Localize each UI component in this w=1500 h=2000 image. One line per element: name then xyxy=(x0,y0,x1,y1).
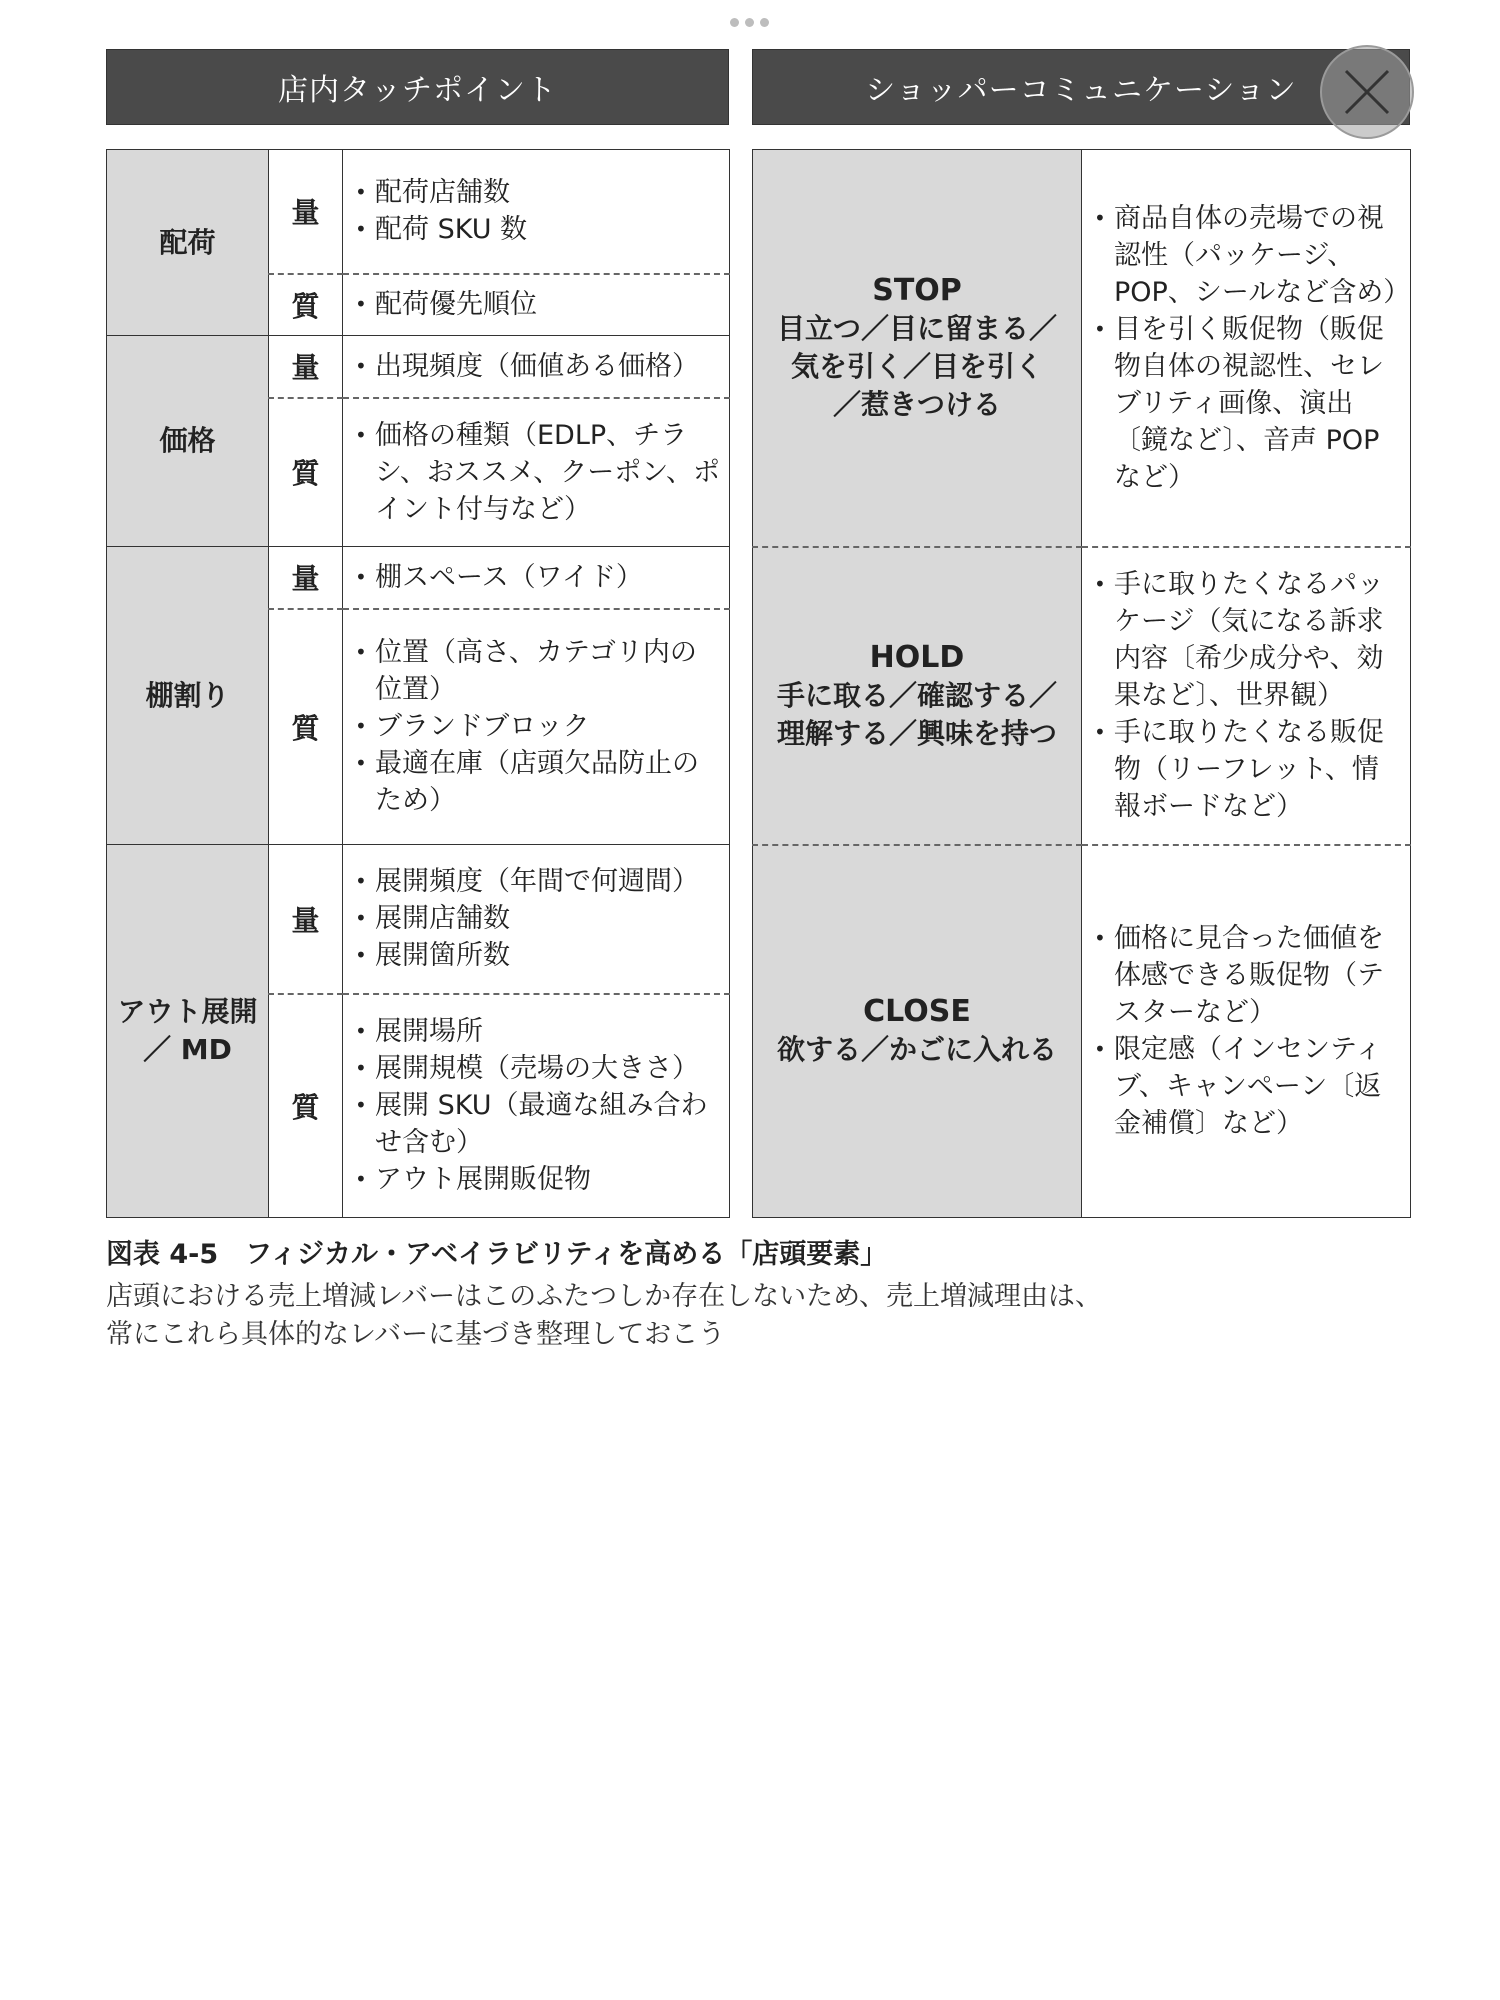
list-item: • アウト展開販促物 xyxy=(353,1161,721,1198)
list-item: • 目を引く販促物（販促物自体の視認性、セレブリティ画像、演出〔鏡など〕、音声 POP など） xyxy=(1092,311,1402,496)
list-item: • 位置（高さ、カテゴリ内の位置） xyxy=(353,634,721,708)
shopper-communication-table xyxy=(752,149,1411,1218)
list-item: • 配荷優先順位 xyxy=(353,286,721,323)
list-item: • 展開店舗数 xyxy=(353,900,721,937)
items-cell xyxy=(343,398,730,547)
list-item: • 展開頻度（年間で何週間） xyxy=(353,863,721,900)
items-cell xyxy=(343,609,730,845)
list-item: • 展開箇所数 xyxy=(353,937,721,974)
phase-name: HOLD xyxy=(869,639,965,675)
list-item: • 展開 SKU（最適な組み合わせ含む） xyxy=(353,1087,721,1161)
type-quantity: 量 xyxy=(269,845,343,994)
list-item: • ブランドブロック xyxy=(353,708,721,745)
right-header: ショッパーコミュニケーション xyxy=(752,49,1410,125)
category-price: 価格 xyxy=(107,336,269,547)
phase-name: STOP xyxy=(872,272,962,308)
phase-close xyxy=(753,845,1082,1218)
list-item: • 限定感（インセンティブ、キャンペーン〔返金補償〕など） xyxy=(1092,1031,1402,1142)
list-item: • 出現頻度（価値ある価格） xyxy=(353,348,721,385)
more-dots-icon[interactable] xyxy=(730,18,769,27)
touchpoint-table xyxy=(106,149,730,1218)
items-cell xyxy=(343,994,730,1218)
items-cell xyxy=(343,274,730,336)
items-cell xyxy=(1082,547,1411,845)
close-x-icon xyxy=(1322,47,1412,137)
phase-description: 欲する／かごに入れる xyxy=(776,1033,1057,1067)
left-header: 店内タッチポイント xyxy=(106,49,729,125)
type-quality: 質 xyxy=(269,994,343,1218)
type-quantity: 量 xyxy=(269,547,343,609)
list-item: • 配荷 SKU 数 xyxy=(353,211,721,248)
type-quality: 質 xyxy=(269,274,343,336)
list-item: • 配荷店舗数 xyxy=(353,174,721,211)
type-quantity: 量 xyxy=(269,336,343,398)
phase-stop xyxy=(753,150,1082,547)
items-cell xyxy=(343,336,730,398)
list-item: • 展開規模（売場の大きさ） xyxy=(353,1050,721,1087)
phase-name: CLOSE xyxy=(863,994,971,1030)
list-item: • 展開場所 xyxy=(353,1013,721,1050)
type-quality: 質 xyxy=(269,609,343,845)
category-display: アウト展開 ／ MD xyxy=(107,845,269,1218)
list-item: • 商品自体の売場での視認性（パッケージ、POP、シールなど含め） xyxy=(1092,200,1402,311)
category-distribution: 配荷 xyxy=(107,150,269,336)
list-item: • 手に取りたくなるパッケージ（気になる訴求内容〔希少成分や、効果など〕、世界観） xyxy=(1092,566,1402,714)
list-item: • 棚スペース（ワイド） xyxy=(353,559,721,596)
type-quality: 質 xyxy=(269,398,343,547)
list-item: • 手に取りたくなる販促物（リーフレット、情報ボードなど） xyxy=(1092,714,1402,825)
list-item: • 価格に見合った価値を体感できる販促物（テスターなど） xyxy=(1092,920,1402,1031)
items-cell xyxy=(343,547,730,609)
items-cell xyxy=(343,150,730,274)
list-item: • 価格の種類（EDLP、チラシ、おススメ、クーポン、ポイント付与など） xyxy=(353,417,721,528)
close-button[interactable] xyxy=(1320,45,1414,139)
phase-description: 手に取る／確認する／ 理解する／興味を持つ xyxy=(776,678,1057,750)
items-cell xyxy=(343,845,730,994)
items-cell xyxy=(1082,845,1411,1218)
figure-caption-line: 常にこれら具体的なレバーに基づき整理しておこう xyxy=(106,1319,726,1350)
type-quantity: 量 xyxy=(269,150,343,274)
items-cell xyxy=(1082,150,1411,547)
phase-hold xyxy=(753,547,1082,845)
phase-description: 目立つ／目に留まる／ 気を引く／目を引く ／惹きつける xyxy=(776,311,1057,421)
figure-caption-line: 店頭における売上増減レバーはこのふたつしか存在しないため、売上増減理由は、 xyxy=(106,1281,1103,1312)
figure-caption-title: 図表 4-5 フィジカル・アベイラビリティを高める「店頭要素」 xyxy=(106,1239,888,1270)
category-shelf: 棚割り xyxy=(107,547,269,845)
list-item: • 最適在庫（店頭欠品防止のため） xyxy=(353,745,721,819)
